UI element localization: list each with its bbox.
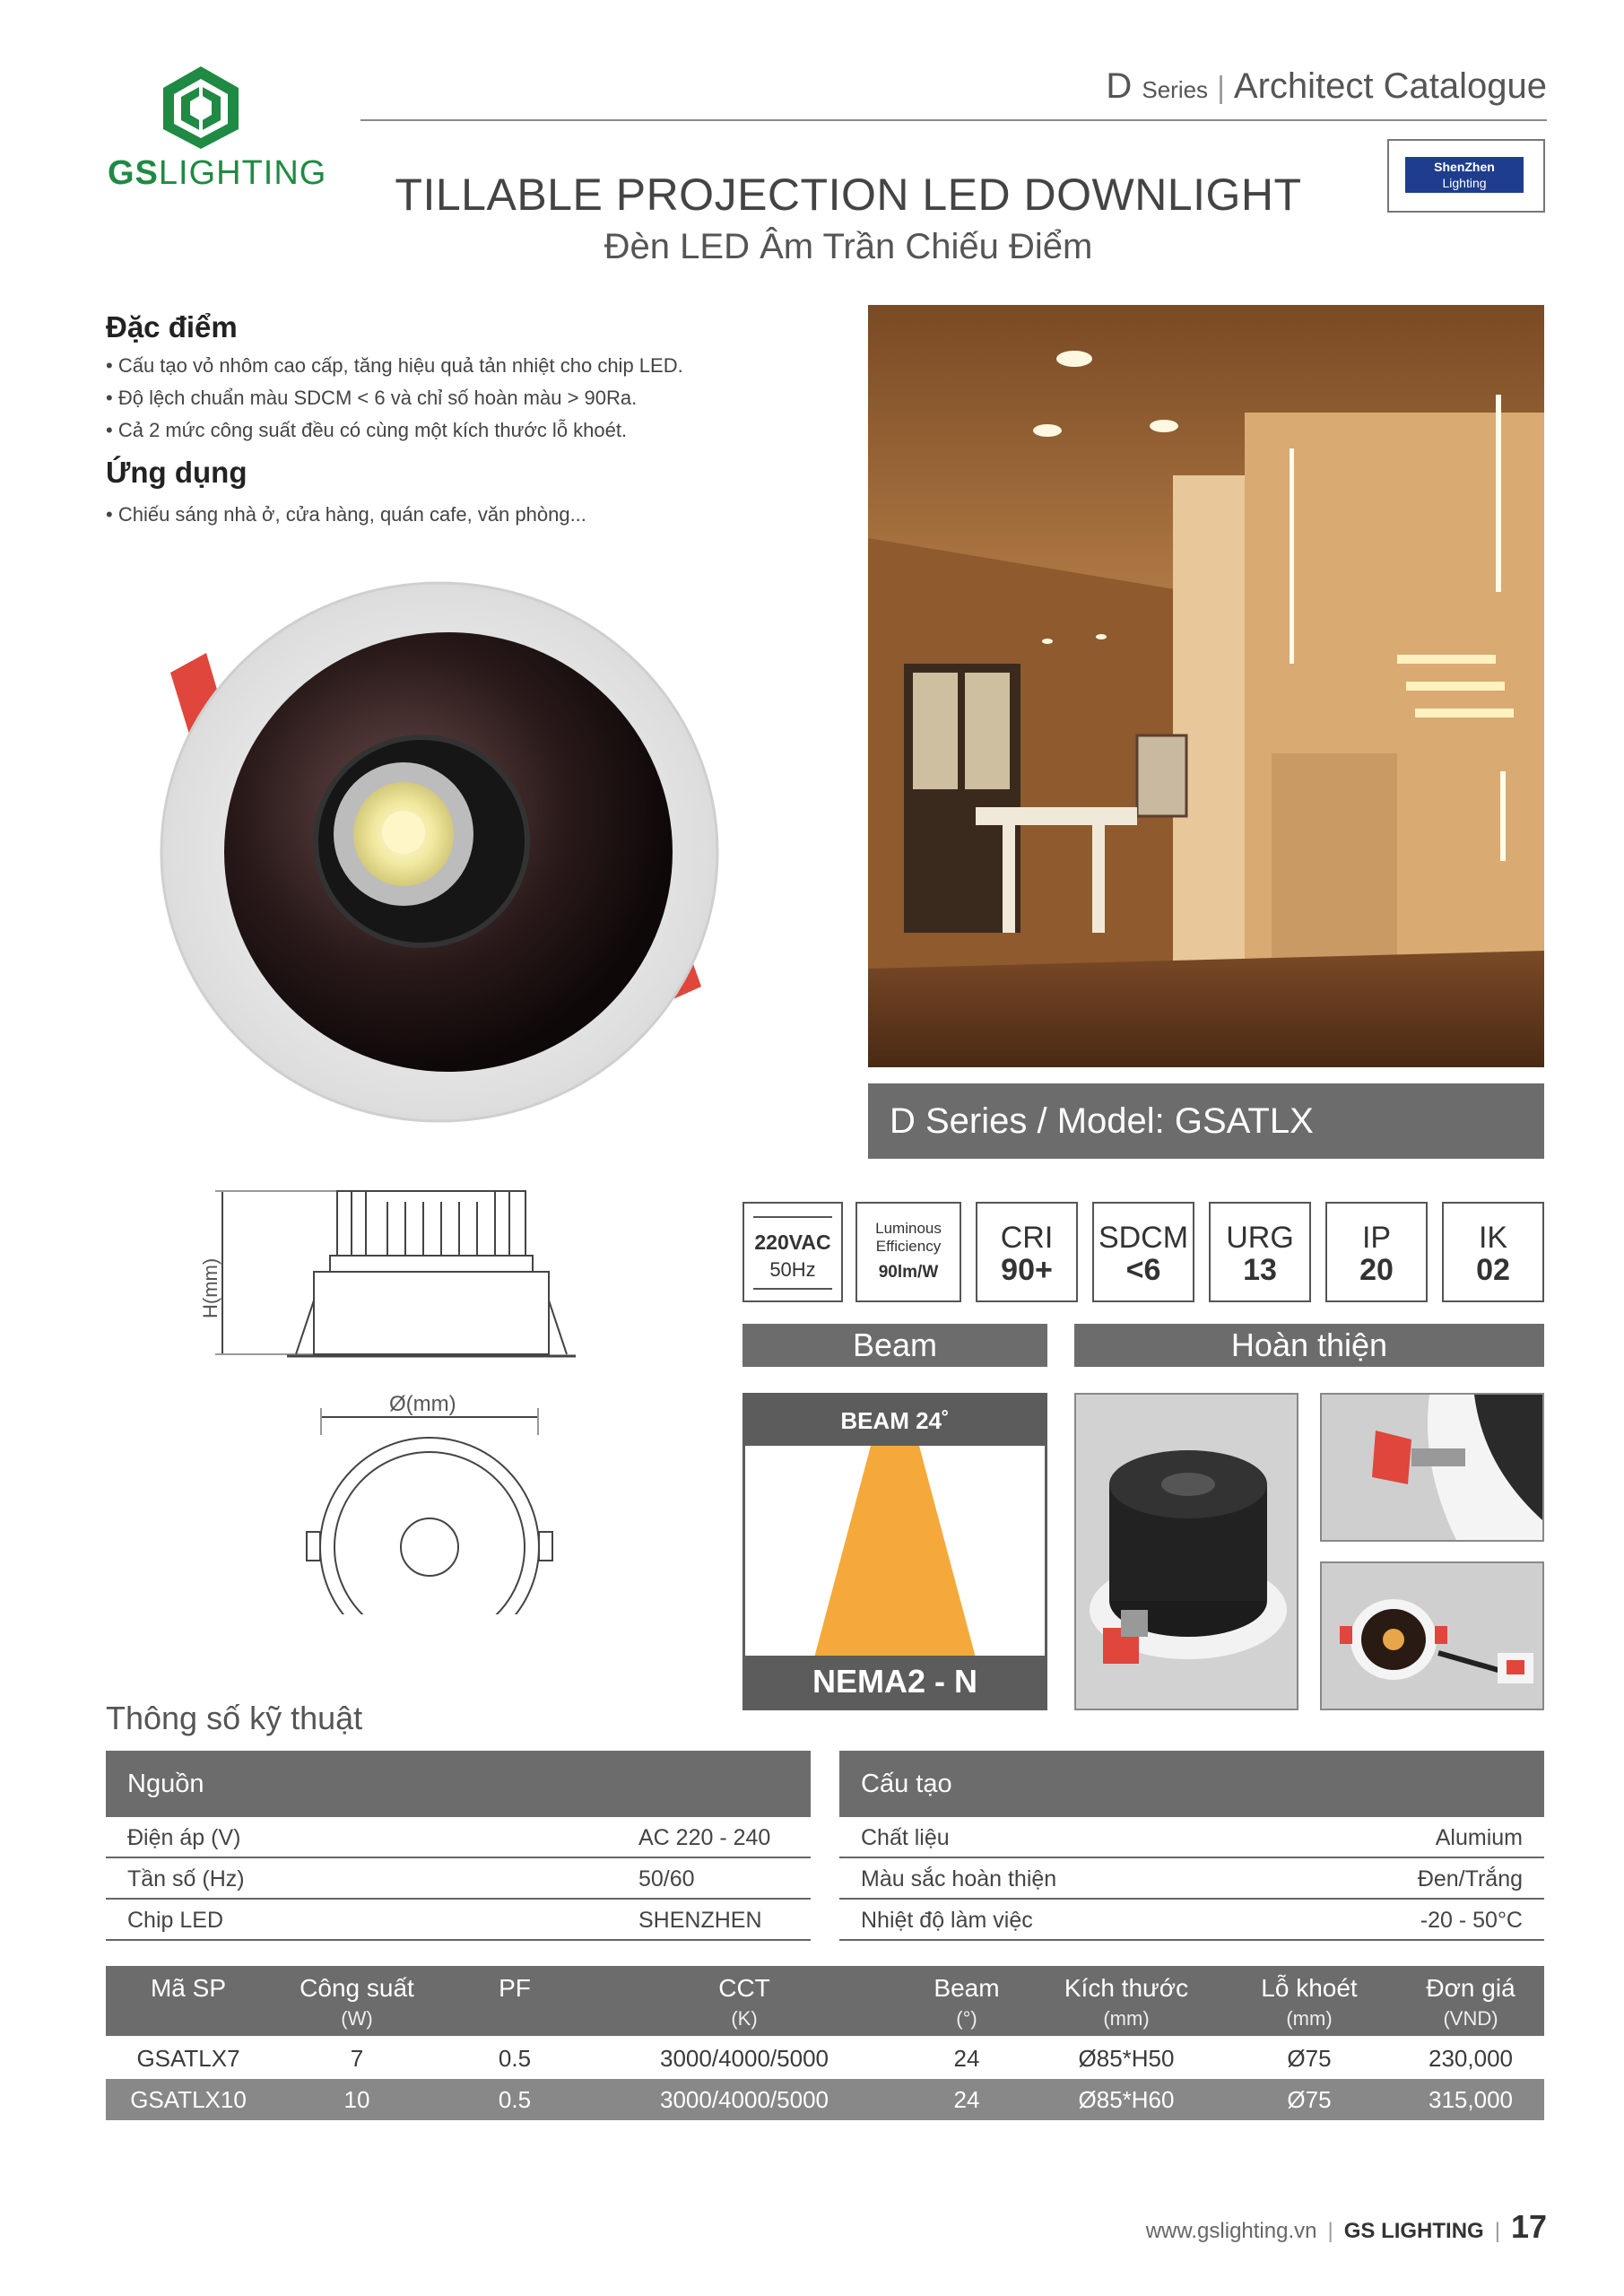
finish-photo-clip	[1320, 1393, 1544, 1542]
header-divider	[360, 119, 1547, 121]
table-row: Tần số (Hz) 50/60	[106, 1858, 811, 1900]
website-link[interactable]: www.gslighting.vn	[1145, 2219, 1317, 2243]
product-subtitle: Đèn LED Âm Trần Chiếu Điểm	[604, 227, 1093, 266]
list-item: • Cả 2 mức công suất đều có cùng một kích thước lỗ khoét.	[106, 414, 683, 447]
spec-sdcm: SDCM <6	[1092, 1202, 1194, 1302]
list-item: • Cấu tạo vỏ nhôm cao cấp, tăng hiệu quả tản nhiệt cho chip LED.	[106, 350, 683, 382]
table-row: Nhiệt độ làm việc -20 - 50°C	[839, 1900, 1544, 1941]
features-heading: Đặc điểm	[106, 310, 238, 344]
beam-cone-icon	[745, 1446, 1045, 1661]
spec-ip: IP 20	[1325, 1202, 1428, 1302]
spec-cri: CRI 90+	[976, 1202, 1078, 1302]
table-row: GSATLX7 7 0.5 3000/4000/5000 24 Ø85*H50 Ø75 230,000	[136, 2045, 1513, 2072]
beam-diagram	[743, 1393, 1047, 1710]
application-heading: Ứng dụng	[106, 456, 248, 489]
table-row: Chip LED SHENZHEN	[106, 1900, 811, 1941]
page-number: 17	[1510, 2208, 1547, 2245]
height-label: H(mm)	[199, 1257, 221, 1318]
footer-brand: GS LIGHTING	[1343, 2219, 1484, 2243]
finish-section-bar: Hoàn thiện	[1074, 1324, 1544, 1367]
application-list	[106, 499, 586, 531]
list-item: • Chiếu sáng nhà ở, cửa hàng, quán cafe, văn phòng...	[106, 499, 586, 531]
spec-urg: URG 13	[1209, 1202, 1311, 1302]
table-row: GSATLX10 10 0.5 3000/4000/5000 24 Ø85*H60 Ø75 315,000	[106, 2079, 1544, 2120]
structure-table-header: Cấu tạo	[839, 1751, 1544, 1817]
finish-photo-front	[1320, 1561, 1544, 1710]
dimension-drawing	[179, 1175, 592, 1614]
features-list	[106, 350, 683, 447]
brand-name: GSLIGHTING	[108, 154, 327, 192]
tech-spec-title: Thông số kỹ thuật	[106, 1700, 363, 1736]
list-item: • Độ lệch chuẩn màu SDCM < 6 và chỉ số hoàn màu > 90Ra.	[106, 382, 683, 414]
table-row: Chất liệu Alumium	[839, 1817, 1544, 1858]
partner-logo: ShenZhen Lighting	[1387, 139, 1545, 213]
table-row: Điện áp (V) AC 220 - 240	[106, 1817, 811, 1858]
page-footer: www.gslighting.vn | GS LIGHTING | 17	[1145, 2208, 1547, 2245]
table-row: Màu sắc hoàn thiện Đen/Trắng	[839, 1858, 1544, 1900]
model-bar: D Series / Model: GSATLX	[868, 1083, 1544, 1159]
spec-ik: IK 02	[1442, 1202, 1544, 1302]
spec-voltage: 220VAC 50Hz	[743, 1202, 843, 1302]
catalogue-header: D Series | Architect Catalogue	[1106, 66, 1547, 106]
power-table-header: Nguồn	[106, 1751, 811, 1817]
finish-photo-back	[1074, 1393, 1298, 1710]
beam-angle-label: BEAM 24˚	[745, 1396, 1045, 1446]
application-photo	[868, 305, 1544, 1067]
product-photo	[135, 565, 744, 1139]
beam-section-bar: Beam	[743, 1324, 1047, 1367]
diameter-label: Ø(mm)	[389, 1392, 456, 1416]
spec-luminous-efficiency: Luminous Efficiency 90lm/W	[855, 1202, 961, 1302]
product-title: TILLABLE PROJECTION LED DOWNLIGHT	[395, 170, 1302, 220]
cube-logo-icon	[160, 65, 242, 151]
beam-nema-label: NEMA2 - N	[745, 1656, 1045, 1708]
brand-logo	[160, 65, 242, 151]
price-table-header: Mã SP Công suất (W) PF CCT (K) Beam (°) Kích thước (mm) Lỗ khoét (mm) Đơn giá (VND)	[106, 1966, 1544, 2036]
